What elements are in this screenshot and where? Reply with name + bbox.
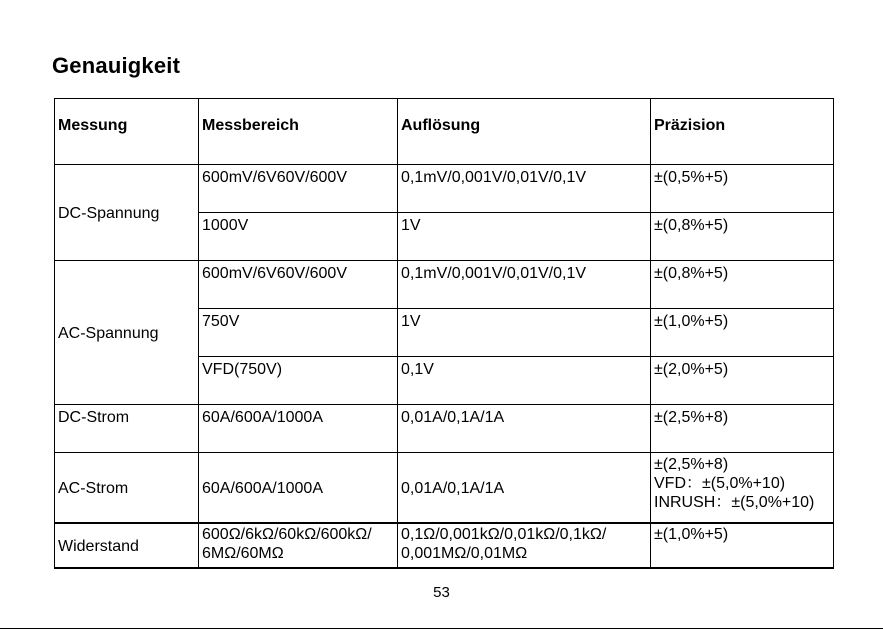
resolution-line: 0,001MΩ/0,01MΩ: [401, 545, 528, 562]
precision-line: INRUSH：±(5,0%+10): [654, 494, 815, 511]
page-number: 53: [433, 584, 450, 601]
precision-cell: ±(1,0%+5): [651, 523, 834, 568]
table-row: [55, 261, 834, 309]
accuracy-table: [54, 98, 834, 569]
precision-cell: ±(0,8%+5): [651, 213, 834, 261]
precision-cell: ±(0,8%+5): [651, 261, 834, 309]
range-line: 600Ω/6kΩ/60kΩ/600kΩ/: [202, 526, 372, 543]
table-row: [55, 453, 834, 524]
range-line: 6MΩ/60MΩ: [202, 545, 284, 562]
range-cell: [199, 523, 398, 568]
range-cell: 600mV/6V60V/600V: [199, 261, 398, 309]
resolution-cell: 0,01A/0,1A/1A: [398, 405, 651, 453]
table-header-row: [55, 99, 834, 165]
resolution-cell: 1V: [398, 309, 651, 357]
measurement-cell: DC-Strom: [55, 405, 199, 453]
table-row: [55, 523, 834, 568]
resolution-cell: 1V: [398, 213, 651, 261]
page-title: Genauigkeit: [52, 53, 181, 78]
header-precision: Präzision: [651, 99, 834, 165]
resolution-cell: 0,1mV/0,001V/0,01V/0,1V: [398, 261, 651, 309]
precision-line: VFD：±(5,0%+10): [654, 475, 786, 492]
resolution-cell: [398, 523, 651, 568]
range-cell: 750V: [199, 309, 398, 357]
precision-cell: ±(2,0%+5): [651, 357, 834, 405]
measurement-cell: AC-Spannung: [55, 261, 199, 405]
resolution-line: 0,1Ω/0,001kΩ/0,01kΩ/0,1kΩ/: [401, 526, 607, 543]
measurement-cell: DC-Spannung: [55, 165, 199, 261]
header-range: Messbereich: [199, 99, 398, 165]
precision-cell: ±(2,5%+8): [651, 405, 834, 453]
precision-cell: [651, 453, 834, 524]
resolution-cell: 0,01A/0,1A/1A: [398, 453, 651, 524]
range-cell: 1000V: [199, 213, 398, 261]
resolution-cell: 0,1V: [398, 357, 651, 405]
precision-cell: ±(0,5%+5): [651, 165, 834, 213]
range-cell: 60A/600A/1000A: [199, 453, 398, 524]
header-resolution: Auflösung: [398, 99, 651, 165]
measurement-cell: Widerstand: [55, 523, 199, 568]
precision-cell: ±(1,0%+5): [651, 309, 834, 357]
table-row: [55, 405, 834, 453]
precision-line: ±(2,5%+8): [654, 456, 729, 473]
footer-divider: [0, 628, 883, 629]
resolution-cell: 0,1mV/0,001V/0,01V/0,1V: [398, 165, 651, 213]
range-cell: 600mV/6V60V/600V: [199, 165, 398, 213]
measurement-cell: AC-Strom: [55, 453, 199, 524]
range-cell: VFD(750V): [199, 357, 398, 405]
range-cell: 60A/600A/1000A: [199, 405, 398, 453]
table-row: [55, 165, 834, 213]
header-measurement: Messung: [55, 99, 199, 165]
